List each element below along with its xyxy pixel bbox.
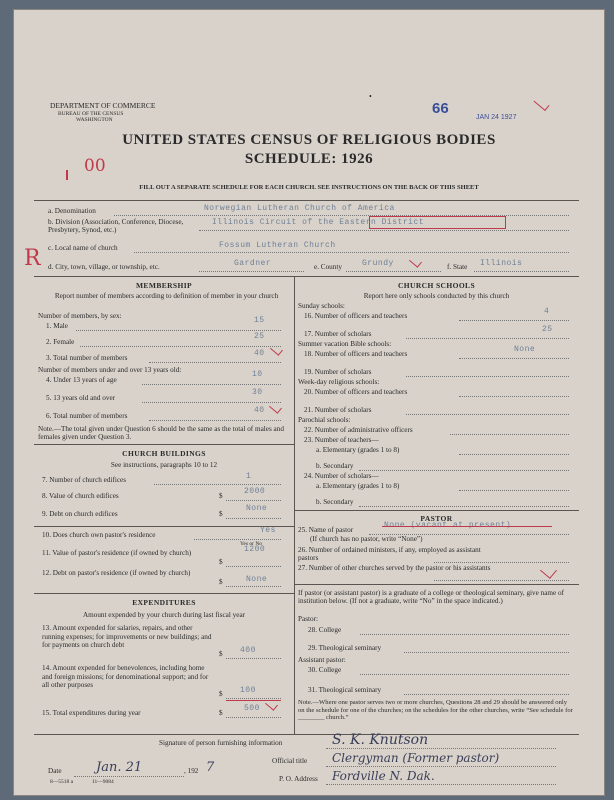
fill-line	[360, 674, 569, 675]
q24a-label: a. Elementary (grades 1 to 8)	[316, 482, 400, 490]
fill-line	[459, 396, 569, 397]
fill-line	[226, 500, 281, 501]
q14-dollar: $	[219, 690, 223, 698]
assistant-label: Assistant pastor:	[298, 656, 346, 664]
q28-label: 28. College	[308, 626, 342, 634]
q10-label: 10. Does church own pastor's residence	[42, 531, 156, 539]
q19-label: 19. Number of scholars	[304, 368, 372, 376]
fill-line	[199, 271, 304, 272]
fill-line	[199, 230, 569, 231]
census-schedule-sheet	[14, 10, 604, 795]
county-label: e. County	[314, 263, 342, 271]
q17-value: 25	[542, 325, 553, 334]
fill-line	[359, 470, 569, 471]
q12-dollar: $	[219, 578, 223, 586]
q1-value: 15	[254, 316, 265, 325]
q13-label: 13. Amount expended for salaries, repairs, and other running expenses; for improvements or new buildings; and for payments on church debt	[42, 624, 212, 650]
membership-heading: MEMBERSHIP	[135, 281, 193, 290]
pastor-note: Note.—Where one pastor serves two or more churches, Questions 28 and 29 should be answered only on the schedule for one of the churches; on the schedules for the other churches, write “See schedule for ________ church.”	[298, 699, 573, 722]
q29-label: 29. Theological seminary	[308, 644, 382, 652]
official-title-label: Official title	[272, 757, 308, 765]
rule	[34, 593, 294, 594]
rule	[294, 584, 579, 585]
date-label: Date	[48, 767, 62, 775]
q27-label: 27. Number of other churches served by the pastor or his assistants	[298, 564, 491, 572]
fill-line	[74, 776, 184, 777]
rule	[34, 526, 294, 527]
mark-00: 00	[84, 156, 106, 176]
q8-value: 2000	[244, 487, 266, 496]
q8-label: 8. Value of church edifices	[42, 492, 119, 500]
fill-line	[142, 402, 281, 403]
age-label: Number of members under and over 13 years old:	[38, 366, 182, 374]
checkmark-icon	[270, 343, 283, 355]
fill-line	[154, 484, 281, 485]
fill-line	[459, 358, 569, 359]
checkmark-icon	[409, 255, 422, 267]
fill-line	[404, 652, 569, 653]
q31-label: 31. Theological seminary	[308, 686, 382, 694]
q26-label: 26. Number of ordained ministers, if any, employed as assistant pastors	[298, 546, 481, 562]
column-divider	[294, 276, 295, 734]
q13-value: 400	[240, 646, 256, 655]
state-value: Illinois	[480, 259, 523, 268]
fill-line	[359, 506, 569, 507]
q14-label: 14. Amount expended for benevolences, including home and foreign missions; for denominational support; and for all other purposes	[42, 664, 209, 690]
form-number: 8—5518 a	[50, 779, 74, 785]
q6-label: 6. Total number of members	[46, 412, 128, 420]
q1-label: 1. Male	[46, 322, 68, 330]
graduate-note: If pastor (or assistant pastor) is a graduate of a college or theological seminary, give name of institution below. (If not a graduate, write “No” in the space indicated.)	[298, 589, 564, 605]
top-mark: •	[369, 92, 372, 101]
form-print-date: 11—9084	[92, 779, 114, 785]
local-name-label: c. Local name of church	[48, 244, 118, 252]
q23a-label: a. Elementary (grades 1 to 8)	[316, 446, 400, 454]
q23-label: 23. Number of teachers—	[304, 436, 379, 444]
year-prefix: , 192	[184, 767, 199, 775]
q5-label: 5. 13 years old and over	[46, 394, 116, 402]
schools-intro: Report here only schools conducted by this church	[363, 292, 510, 300]
fill-line	[459, 320, 569, 321]
q13-dollar: $	[219, 650, 223, 658]
checkmark-icon	[534, 96, 550, 111]
q16-label: 16. Number of officers and teachers	[304, 312, 408, 320]
q25-label: 25. Name of pastor	[298, 526, 354, 534]
fill-line	[226, 698, 281, 699]
fill-line	[194, 539, 281, 540]
q11-label: 11. Value of pastor's residence (if owned by church)	[42, 549, 192, 557]
q6-value: 40	[254, 406, 265, 415]
expenditures-heading: EXPENDITURES	[132, 598, 196, 607]
year-suffix: 7	[206, 760, 215, 775]
q5-value: 30	[252, 388, 263, 397]
city-label: WASHINGTON	[76, 117, 113, 123]
q17-label: 17. Number of scholars	[304, 330, 372, 338]
q24b-label: b. Secondary	[316, 498, 354, 506]
q30-label: 30. College	[308, 666, 342, 674]
fill-line	[226, 566, 281, 567]
division-value: Illinois Circuit of the Eastern District	[212, 218, 425, 227]
q15-label: 15. Total expenditures during year	[42, 709, 141, 717]
local-name-value: Fossum Lutheran Church	[219, 241, 336, 250]
fill-line	[326, 784, 556, 785]
q9-value: None	[246, 504, 268, 513]
q15-dollar: $	[219, 709, 223, 717]
weekday-label: Week-day religious schools:	[298, 378, 380, 386]
rule	[34, 276, 579, 277]
q2-label: 2. Female	[46, 338, 75, 346]
mark-r: R	[24, 246, 41, 271]
q18-value: None	[514, 345, 536, 354]
q7-label: 7. Number of church edifices	[42, 476, 127, 484]
bureau-label: BUREAU OF THE CENSUS	[58, 111, 124, 117]
form-subtitle: SCHEDULE: 1926	[244, 151, 374, 167]
q3-label: 3. Total number of members	[46, 354, 128, 362]
state-label: f. State	[447, 263, 468, 271]
q20-label: 20. Number of officers and teachers	[304, 388, 408, 396]
q7-value: 1	[246, 472, 252, 481]
fill-line	[142, 384, 281, 385]
q11-value: 1200	[244, 545, 266, 554]
yes-no-hint: Yes or No	[240, 541, 263, 547]
q2-value: 25	[254, 332, 265, 341]
department-label: DEPARTMENT OF COMMERCE	[50, 101, 156, 110]
division-circle-mark	[369, 216, 506, 229]
fill-line	[459, 454, 569, 455]
fill-line	[226, 518, 281, 519]
fill-line	[226, 717, 281, 718]
red-strike	[382, 526, 552, 527]
q15-value: 500	[244, 704, 260, 713]
fill-line	[406, 376, 569, 377]
rule	[34, 200, 579, 201]
expenditures-subheading: Amount expended by your church during last fiscal year	[82, 611, 246, 619]
summer-label: Summer vacation Bible schools:	[298, 340, 392, 348]
po-address-label: P. O. Address	[279, 775, 318, 783]
fill-line	[80, 346, 281, 347]
q22-label: 22. Number of administrative officers	[304, 426, 413, 434]
pastor-heading: PASTOR	[420, 514, 453, 523]
buildings-subheading: See instructions, paragraphs 10 to 12	[110, 461, 218, 469]
official-title-value: Clergyman (Former pastor)	[332, 751, 500, 765]
fill-line	[474, 271, 569, 272]
fill-line	[450, 434, 569, 435]
fill-line	[406, 414, 569, 415]
checkmark-icon	[540, 562, 557, 579]
q9-dollar: $	[219, 510, 223, 518]
q4-label: 4. Under 13 years of age	[46, 376, 117, 384]
q10-value: Yes	[260, 526, 276, 535]
fill-line	[434, 580, 569, 581]
fill-line	[406, 338, 569, 339]
fill-line	[360, 634, 569, 635]
q18-label: 18. Number of officers and teachers	[304, 350, 408, 358]
parochial-label: Parochial schools:	[298, 416, 351, 424]
membership-note: Note.—The total given under Question 6 should be the same as the total of males and females given under Question 3.	[38, 425, 284, 441]
date-value: Jan. 21	[96, 760, 143, 775]
division-label: b. Division (Association, Conference, Diocese, Presbytery, Synod, etc.)	[48, 218, 184, 234]
signature-label: Signature of person furnishing information	[159, 739, 283, 747]
county-value: Grundy	[362, 259, 394, 268]
fill-line	[76, 330, 281, 331]
q14-value: 100	[240, 686, 256, 695]
q23b-label: b. Secondary	[316, 462, 354, 470]
q4-value: 10	[252, 370, 263, 379]
q21-label: 21. Number of scholars	[304, 406, 372, 414]
q25-note: (If church has no pastor, write “None”)	[310, 535, 423, 543]
fill-line	[149, 362, 281, 363]
buildings-heading: CHURCH BUILDINGS	[122, 449, 206, 458]
denomination-value: Norwegian Lutheran Church of America	[204, 204, 395, 213]
fill-line	[149, 420, 281, 421]
fill-line	[226, 586, 281, 587]
denomination-label: a. Denomination	[48, 207, 96, 215]
form-title: UNITED STATES CENSUS OF RELIGIOUS BODIES	[122, 132, 496, 148]
po-address-value: Fordville N. Dak.	[332, 769, 435, 783]
fill-line	[326, 748, 556, 749]
fill-line	[226, 658, 281, 659]
rule	[294, 510, 579, 511]
red-stroke	[66, 170, 68, 180]
signature-value: S. K. Knutson	[332, 732, 429, 748]
fill-line	[134, 252, 569, 253]
rule	[34, 444, 294, 445]
q9-label: 9. Debt on church edifices	[42, 510, 118, 518]
rule	[34, 734, 579, 735]
q12-value: None	[246, 575, 268, 584]
city-value: Gardner	[234, 259, 272, 268]
membership-intro: Report number of members according to definition of member in your church	[54, 292, 279, 300]
fill-line	[346, 271, 441, 272]
stamp-number: 66	[432, 100, 449, 117]
city-label-field: d. City, town, village, or township, etc.	[48, 263, 160, 271]
q16-value: 4	[544, 307, 550, 316]
schools-heading: CHURCH SCHOOLS	[397, 281, 476, 290]
q12-label: 12. Debt on pastor's residence (if owned by church)	[42, 569, 191, 577]
fill-line	[459, 490, 569, 491]
fill-line	[326, 766, 556, 767]
sunday-label: Sunday schools:	[298, 302, 345, 310]
form-instruction: FILL OUT A SEPARATE SCHEDULE FOR EACH CHURCH. SEE INSTRUCTIONS ON THE BACK OF THIS SHEET	[139, 184, 479, 191]
sex-label: Number of members, by sex:	[38, 312, 122, 320]
q24-label: 24. Number of scholars—	[304, 472, 379, 480]
q8-dollar: $	[219, 492, 223, 500]
pastor-label: Pastor:	[298, 615, 318, 623]
checkmark-icon	[269, 401, 282, 413]
q3-value: 40	[254, 349, 265, 358]
q11-dollar: $	[219, 558, 223, 566]
fill-line	[404, 694, 569, 695]
date-stamp: JAN 24 1927	[476, 114, 517, 121]
